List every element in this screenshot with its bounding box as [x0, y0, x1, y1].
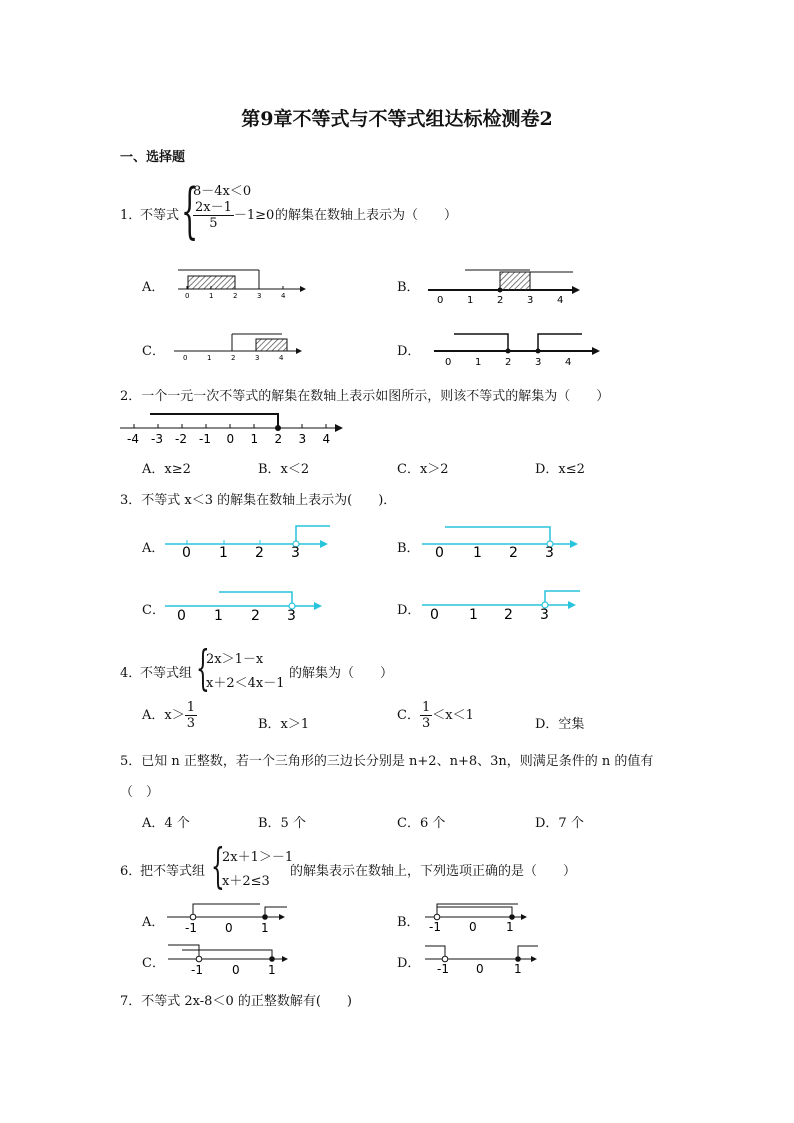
q1-label-a: A． — [142, 280, 165, 295]
q3a-tick-0: 0 — [182, 545, 191, 561]
q1d-tick-0: 0 — [445, 357, 452, 368]
q2-tick-label: -4 — [127, 432, 139, 446]
q6a-tick-0: -1 — [185, 921, 197, 935]
q1b-tick-3: 3 — [527, 295, 534, 306]
q3d-tick-1: 1 — [469, 607, 478, 623]
q2-tick-label: 3 — [298, 432, 307, 446]
q3b-tick-0: 0 — [435, 545, 444, 561]
q1c-tick-2: 2 — [231, 354, 236, 362]
q2-numberline — [120, 414, 343, 446]
q1-frac-den: 5 — [209, 216, 218, 231]
q1c-tick-0: 0 — [183, 354, 188, 362]
q1-numberline-a — [178, 270, 306, 300]
q1-ineq2-rest: －1≥0 — [233, 208, 275, 223]
q1d-tick-4: 4 — [565, 357, 572, 368]
q6c-tick-1: 0 — [232, 963, 240, 977]
q5-paren: （ ） — [120, 785, 160, 800]
q3b-tick-1: 1 — [473, 545, 482, 561]
q3a-tick-3: 3 — [291, 545, 300, 561]
q1a-tick-4: 4 — [281, 292, 286, 300]
q4-ineq1: 2x＞1－x — [206, 652, 264, 667]
q4-option-a-text: A．x＞ — [142, 708, 185, 723]
q6c-tick-2: 1 — [268, 963, 276, 977]
q6a-tick-1: 0 — [225, 921, 233, 935]
q1b-tick-0: 0 — [437, 295, 444, 306]
q1b-tick-2: 2 — [497, 295, 504, 306]
section-heading: 一、选择题 — [120, 150, 186, 165]
q1b-tick-4: 4 — [557, 295, 564, 306]
q4-option-c-text: ＜x＜1 — [432, 708, 474, 723]
q3-numberline-c — [165, 592, 322, 624]
q2-tick-label: 1 — [250, 432, 259, 446]
q3-label-d: D． — [397, 603, 421, 618]
q3d-tick-3: 3 — [540, 607, 549, 623]
q3-numberline-b — [422, 527, 578, 561]
q3d-tick-0: 0 — [430, 607, 439, 623]
q3c-tick-3: 3 — [287, 608, 296, 624]
q4-suffix: 的解集为（ ） — [289, 666, 394, 681]
q2-tick-label: 2 — [274, 432, 283, 446]
q6-label-a: A． — [142, 915, 165, 930]
q1d-tick-1: 1 — [475, 357, 482, 368]
q3a-tick-2: 2 — [255, 545, 264, 561]
q4-prefix: 不等式组 — [140, 666, 193, 681]
q6a-tick-2: 1 — [261, 921, 269, 935]
q3b-tick-3: 3 — [545, 545, 554, 561]
q4-option-b: B．x＞1 — [258, 717, 310, 732]
q4-option-a-den: 3 — [186, 716, 196, 731]
q6d-tick-2: 1 — [514, 962, 522, 976]
q3b-tick-2: 2 — [509, 545, 518, 561]
q1-brace: { — [181, 176, 199, 246]
q5-option-b: B．5 个 — [258, 816, 306, 831]
q2-option-c: C．x＞2 — [397, 462, 449, 477]
q1a-tick-2: 2 — [233, 292, 238, 300]
q6-label-d: D． — [397, 956, 421, 971]
q6b-tick-1: 0 — [469, 920, 477, 934]
q6-numberline-d — [425, 946, 538, 976]
q5-option-c: C．6 个 — [397, 816, 446, 831]
q4-option-d: D．空集 — [535, 717, 585, 732]
q1-label-d: D． — [397, 344, 421, 359]
q3c-tick-0: 0 — [177, 608, 186, 624]
q6-suffix: 的解集表示在数轴上，下列选项正确的是（ ） — [290, 864, 577, 879]
q1-label-c: C． — [142, 344, 165, 359]
q4-ineq2: x＋2＜4x－1 — [206, 676, 285, 691]
q2-stem: 2．一个一元一次不等式的解集在数轴上表示如图所示，则该不等式的解集为（ ） — [120, 389, 610, 404]
q6-ineq2: x＋2≤3 — [222, 874, 270, 889]
q1a-tick-3: 3 — [257, 292, 262, 300]
q3-label-b: B． — [397, 541, 420, 556]
q6-label-c: C． — [142, 956, 165, 971]
q3c-tick-2: 2 — [251, 608, 260, 624]
q1-numberline-d — [434, 334, 600, 368]
q4-brace: { — [196, 640, 210, 696]
q4-option-c — [397, 700, 474, 731]
q1-numberline-b — [428, 270, 580, 306]
q3-stem: 3．不等式 x＜3 的解集在数轴上表示为( )． — [120, 493, 397, 508]
q6b-tick-0: -1 — [429, 920, 441, 934]
q1-label-b: B． — [397, 280, 420, 295]
q4-number: 4． — [120, 666, 142, 681]
q3a-tick-1: 1 — [219, 545, 228, 561]
q2-option-a: A．x≥2 — [142, 462, 191, 477]
q1-frac-num: 2x－1 — [195, 200, 232, 215]
q6-label-b: B． — [397, 915, 420, 930]
q1a-tick-1: 1 — [209, 292, 214, 300]
q6d-tick-1: 0 — [476, 962, 484, 976]
q4-option-c-label: C． — [397, 708, 420, 723]
q1-numberline-c — [174, 334, 302, 362]
q5-option-a: A．4 个 — [142, 816, 190, 831]
q2-tick-label: -2 — [175, 432, 187, 446]
q1c-tick-4: 4 — [279, 354, 284, 362]
q1d-tick-2: 2 — [505, 357, 512, 368]
q4-option-a — [142, 700, 197, 731]
q6-numberline-b — [425, 904, 527, 934]
q6-ineq1: 2x＋1＞－1 — [222, 850, 294, 865]
q1d-tick-3: 3 — [535, 357, 542, 368]
q2-option-b: B．x＜2 — [258, 462, 310, 477]
q1c-tick-3: 3 — [255, 354, 260, 362]
q1-number: 1． — [120, 208, 142, 223]
q4-option-a-num: 1 — [186, 700, 196, 715]
q1-ineq1: 8－4x＜0 — [193, 184, 252, 199]
q3-label-a: A． — [142, 541, 165, 556]
q6-brace: { — [211, 838, 225, 894]
q2-tick-label: -3 — [151, 432, 163, 446]
page-title: 第9章不等式与不等式组达标检测卷2 — [241, 108, 553, 130]
q6-numberline-a — [167, 904, 287, 935]
q1-prefix: 不等式 — [140, 208, 180, 223]
q2-option-d: D．x≤2 — [535, 462, 585, 477]
q6-prefix: 把不等式组 — [140, 864, 206, 879]
q6b-tick-2: 1 — [506, 920, 514, 934]
q3c-tick-1: 1 — [214, 608, 223, 624]
q7-stem: 7．不等式 2x-8＜0 的正整数解有( ) — [120, 994, 352, 1009]
q4-option-c-num: 1 — [421, 700, 431, 715]
q5-stem: 5．已知 n 正整数，若一个三角形的三边长分别是 n+2、n+8、3n，则满足条件的 n 的值有 — [120, 754, 654, 769]
q1c-tick-1: 1 — [207, 354, 212, 362]
q1b-tick-1: 1 — [467, 295, 474, 306]
q2-tick-label: 4 — [322, 432, 331, 446]
q3-numberline-a — [165, 526, 330, 561]
q3-numberline-d — [422, 591, 580, 623]
q2-tick-label: -1 — [199, 432, 211, 446]
q2-tick-label: 0 — [226, 432, 235, 446]
q1-suffix: 的解集在数轴上表示为（ ） — [275, 208, 458, 223]
q1a-tick-0: 0 — [185, 292, 190, 300]
q6-numberline-c — [168, 945, 288, 977]
q4-option-c-den: 3 — [421, 716, 431, 731]
q3d-tick-2: 2 — [504, 607, 513, 623]
q6-number: 6． — [120, 864, 142, 879]
q3-label-c: C． — [142, 603, 165, 618]
q6d-tick-0: -1 — [437, 962, 449, 976]
q6c-tick-0: -1 — [191, 963, 203, 977]
q5-option-d: D．7 个 — [535, 816, 584, 831]
